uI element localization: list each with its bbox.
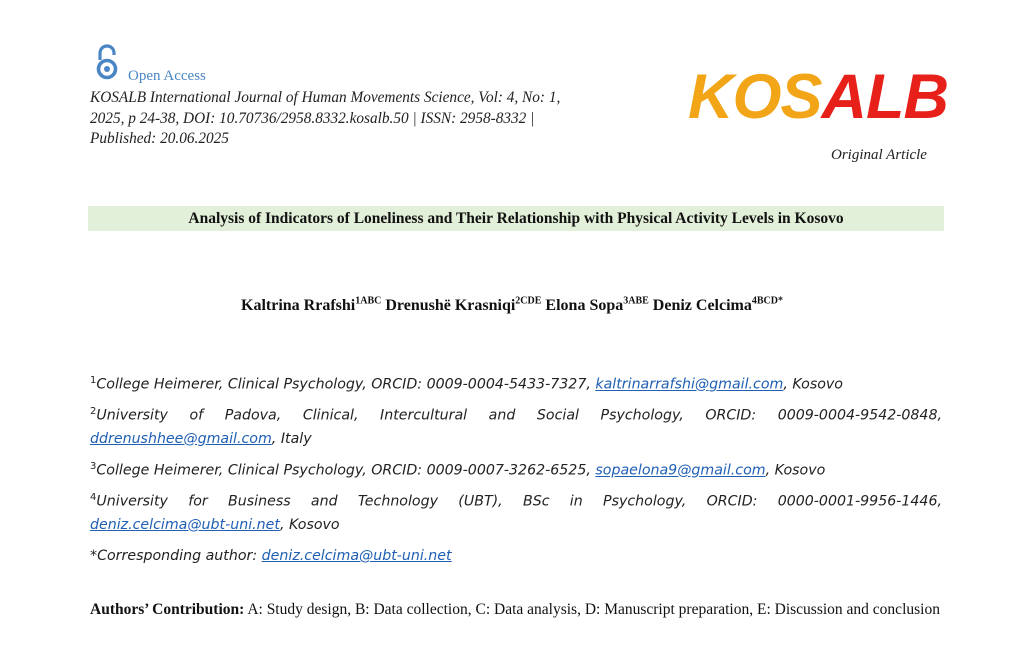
title-banner (88, 206, 944, 231)
author: Deniz Celcima$^{4BCD*}$ (652, 296, 783, 315)
open-access-label[interactable]: Open Access (128, 68, 206, 84)
author: Drenushë Krasniqi$^{2CDE}$ (385, 296, 542, 315)
affiliation-2: $^2$University of Padova, Clinical, Intercultural and Social Psychology, ORCID: 0009-0004-9542-0848, ddrenushhee@gmail.com, Italy (90, 406, 942, 447)
author-list (0, 296, 1024, 315)
paper-title: Analysis of Indicators of Loneliness and Their Relationship with Physical Activity Levels in Kosovo (188, 210, 844, 227)
email-link[interactable]: deniz.celcima@ubt-uni.net (90, 516, 280, 533)
journal-info-line-2: 2025, p 24-38, DOI: 10.70736/2958.8332.kosalb.50 | ISSN: 2958-8332 | (90, 109, 535, 127)
contribution-text: A: Study design, B: Data collection, C: Data analysis, D: Manuscript preparation, E: Discussion and conclusion (244, 601, 940, 618)
email-link[interactable]: kaltrinarrafshi@gmail.com (595, 376, 784, 393)
email-link[interactable]: sopaelona9@gmail.com (595, 462, 766, 479)
email-link[interactable]: deniz.celcima@ubt-uni.net (261, 548, 452, 564)
article-type: Original Article (831, 147, 927, 163)
author: Elona Sopa$^{3ABE}$ (545, 296, 649, 315)
logo-part-1: KOS (688, 62, 822, 132)
journal-info-line-3: Published: 20.06.2025 (90, 130, 229, 147)
affiliation-1: $^1$College Heimerer, Clinical Psychology, ORCID: 0009-0004-5433-7327, kaltrinarrafshi@gmail.com, Kosovo (90, 375, 843, 393)
journal-info-line-1: KOSALB International Journal of Human Movements Science, Vol: 4, No: 1, (90, 89, 561, 106)
email-link[interactable]: ddrenushhee@gmail.com (90, 430, 272, 447)
affiliation-3: $^3$College Heimerer, Clinical Psychology, ORCID: 0009-0007-3262-6525, sopaelona9@gmail.com, Kosovo (90, 461, 826, 479)
journal-logo (688, 62, 949, 132)
author: Kaltrina Rrafshi$^{1ABC}$ (241, 296, 382, 315)
corresponding-author: *Corresponding author: deniz.celcima@ubt-uni.net (90, 548, 452, 564)
affiliation-4: $^4$University for Business and Technology (UBT), BSc in Psychology, ORCID: 0000-0001-9956-1446, deniz.celcima@ubt-uni.net, Kosovo (90, 492, 942, 533)
logo-part-2: ALB (821, 62, 949, 132)
journal-info (90, 88, 630, 150)
contribution-label: Authors’ Contribution: (90, 601, 245, 618)
open-access-icon (94, 44, 120, 80)
authors-contribution (90, 598, 942, 622)
